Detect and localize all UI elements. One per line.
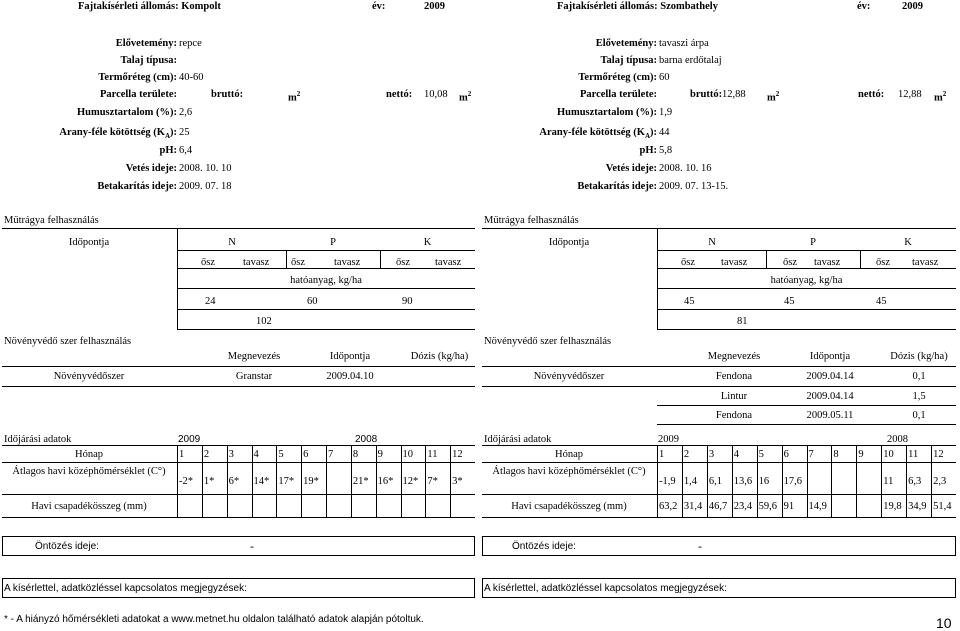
temp-label: Átlagos havi középhőmérséklet (C°) [492,466,646,477]
temp-cell: 19* [303,476,319,487]
grid-line [782,445,783,517]
left-year-label: év: [372,1,386,12]
grid-line [202,445,203,517]
pest-dozis: Dózis (kg/ha) [410,351,469,362]
fert-idopontja: Időpontja [68,237,110,248]
month-cell: 6 [303,449,309,460]
humusz-label: Humusztartalom (%): [556,107,657,118]
arany-value: 25 [179,127,190,138]
temp-cell: 17,6 [783,476,802,487]
betakaritas-label: Betakarítás ideje: [577,181,657,192]
arany-value: 44 [659,127,670,138]
ph-value: 6,4 [179,145,193,156]
temp-cell: -2* [179,476,193,487]
precip-cell: 34,9 [908,501,927,512]
temp-cell: 3* [452,476,463,487]
month-cell: 3 [708,449,715,460]
brutto-label: bruttó: [690,89,723,100]
pest-dozis: Dózis (kg/ha) [890,351,948,362]
temp-cell: 6,3 [908,476,922,487]
month-cell: 8 [352,449,359,460]
month-cell: 8 [833,449,839,460]
temp-cell: 11 [883,476,894,487]
talaj-value: barna erdőtalaj [659,55,722,66]
osz-label: ősz [201,257,215,268]
right-pest-dose: 0,1 [912,371,926,382]
temp-cell: 7* [427,476,438,487]
betakaritas-label: Betakarítás ideje: [97,181,177,192]
month-cell: 5 [278,449,284,460]
brutto-label: bruttó: [211,89,244,100]
elovetemeny-label: Elővetemény: [595,38,657,49]
elovetemeny-value: repce [179,38,202,49]
grid-line [252,445,253,517]
precip-cell: 23,4 [733,501,753,512]
grid-line [757,445,758,517]
right-year: 2009 [902,1,923,12]
pest-title: Növényvédő szer felhasználás [4,336,132,347]
irrigation-label: Öntözés ideje: [512,541,576,552]
vetes-label: Vetés ideje: [605,163,657,174]
talaj-label: Talaj típusa: [600,55,657,66]
precip-cell: 51,4 [933,501,952,512]
month-cell: 12 [452,449,463,460]
fert-n-header: N [228,237,236,248]
vetes-value: 2008. 10. 10 [179,163,232,174]
humusz-label: Humusztartalom (%): [76,107,177,118]
precip-cell: 91 [783,501,795,512]
left-year: 2009 [424,1,445,12]
temp-cell: 17* [278,476,295,487]
grid-line [376,445,377,517]
pest-idopontja: Időpontja [809,351,851,362]
irrigation-value: - [250,539,254,553]
month-cell: 11 [908,449,919,460]
m2-unit: $m^2$ [459,90,472,104]
month-cell: 11 [427,449,438,460]
left-station-label: Fajtakísérleti állomás: Kompolt [78,1,221,12]
termoreteg-value: 60 [659,72,670,83]
right-pest-date: 2009.04.14 [806,371,854,382]
tavasz-label: tavasz [814,257,841,268]
netto-value: 12,88 [898,89,922,100]
grid-line [177,445,178,517]
fert-p-header: P [330,237,336,248]
left-p-osz: 60 [307,296,318,307]
temp-cell: 16* [377,476,394,487]
osz-label: ősz [876,257,890,268]
osz-label: ősz [396,257,410,268]
tavasz-label: tavasz [243,257,270,268]
grid-line [881,445,882,517]
left-n-tavasz: 102 [256,316,272,327]
weather-title: Időjárási adatok [484,434,552,445]
grid-line [707,445,708,517]
right-pest-date: 2009.04.14 [806,391,854,402]
grid-line [326,445,327,517]
month-cell: 3 [228,449,234,460]
grid-line [301,445,302,517]
parcella-label: Parcella területe: [99,89,177,100]
pest-title: Növényvédő szer felhasználás [484,336,612,347]
right-station-label: Fajtakísérleti állomás: Szombathely [557,1,718,12]
temp-cell: 14* [253,476,270,487]
parcella-label: Parcella területe: [579,89,657,100]
precip-cell: 31,4 [683,501,703,512]
right-pest-dose: 0,1 [912,410,926,421]
right-pest-date: 2009.05.11 [806,410,854,421]
pest-megnevezes: Megnevezés [707,351,761,362]
termoreteg-label: Termőréteg (cm): [98,72,177,83]
temp-cell: 21* [352,476,369,487]
ph-label: pH: [159,145,177,156]
precip-cell: 14,9 [808,501,827,512]
weather-year-2008: 2008 [355,434,378,445]
left-pest-date: 2009.04.10 [326,371,374,382]
left-k-osz: 90 [402,296,413,307]
grid-line [906,445,907,517]
right-year-label: év: [857,1,871,12]
fert-title: Műtrágya felhasználás [4,215,99,226]
grid-line [931,445,932,517]
month-cell: 1 [179,449,185,460]
tavasz-label: tavasz [721,257,748,268]
pest-row-label: Növényvédőszer [533,371,605,382]
month-cell: 4 [253,449,259,460]
m2-unit: $m^2$ [288,90,301,104]
honap-label: Hónap [75,449,103,460]
temp-cell: 16 [758,476,770,487]
left-n-osz: 24 [205,296,216,307]
termoreteg-label: Termőréteg (cm): [578,72,657,83]
tavasz-label: tavasz [435,257,462,268]
month-cell: 4 [733,449,739,460]
month-cell: 2 [203,449,210,460]
hatoanyag-label: hatóanyag, kg/ha [770,275,843,286]
osz-label: ősz [783,257,797,268]
weather-year-2008: 2008 [887,434,908,445]
ph-label: pH: [639,145,657,156]
month-cell: 9 [858,449,864,460]
precip-cell: 19,8 [883,501,902,512]
talaj-label: Talaj típusa: [120,55,177,66]
termoreteg-value: 40-60 [179,72,204,83]
osz-label: ősz [681,257,695,268]
netto-label: nettó: [386,89,413,100]
temp-cell: 6,1 [708,476,722,487]
betakaritas-value: 2009. 07. 18 [179,181,232,192]
right-pest-name: Fendona [715,410,753,421]
pest-megnevezes: Megnevezés [227,351,281,362]
fert-k-header: K [423,237,432,248]
grid-line [425,445,426,517]
grid-line [732,445,733,517]
month-cell: 9 [377,449,383,460]
m2-unit: $m^2$ [934,90,947,104]
temp-label: Átlagos havi középhőmérséklet (C°) [12,466,166,477]
honap-label: Hónap [555,449,583,460]
temp-cell: -1,9 [659,476,676,487]
grid-line [227,445,228,517]
left-pest-name: Granstar [235,371,273,382]
fert-k-header: K [904,237,912,248]
grid-line [276,445,277,517]
arany-label: Arany-féle kötöttség $(K_A)$: [539,127,657,141]
hatoanyag-label: hatóanyag, kg/ha [290,275,362,286]
month-cell: 7 [808,449,814,460]
ph-value: 5,8 [659,145,673,156]
month-cell: 10 [402,449,413,460]
right-pest-name: Fendona [715,371,753,382]
temp-cell: 1* [203,476,215,487]
elovetemeny-label: Elővetemény: [115,38,177,49]
fert-title: Műtrágya felhasználás [484,215,579,226]
precip-label: Havi csapadékösszeg (mm) [511,501,627,512]
humusz-value: 1,9 [659,107,673,118]
temp-cell: 12* [402,476,419,487]
betakaritas-value: 2009. 07. 13-15. [659,181,729,192]
osz-label: ősz [291,257,305,268]
brutto-value: 12,88 [722,89,746,100]
grid-line [657,445,658,517]
netto-value: 10,08 [424,89,448,100]
comments-label: A kísérlettel, adatközléssel kapcsolatos megjegyzések: [484,583,727,594]
month-cell: 1 [659,449,665,460]
temp-cell: 13,6 [733,476,753,487]
month-cell: 2 [683,449,690,460]
tavasz-label: tavasz [334,257,361,268]
irrigation-label: Öntözés ideje: [35,541,99,552]
precip-cell: 63,2 [659,501,678,512]
comments-label: A kísérlettel, adatközléssel kapcsolatos megjegyzések: [4,583,247,594]
vetes-label: Vetés ideje: [125,163,177,174]
grid-line [807,445,808,517]
netto-label: nettó: [858,89,885,100]
precip-cell: 59,6 [758,501,778,512]
elovetemeny-value: tavaszi árpa [659,38,709,49]
month-cell: 6 [783,449,789,460]
pest-row-label: Növényvédőszer [53,371,125,382]
grid-line [682,445,683,517]
month-cell: 5 [758,449,764,460]
humusz-value: 2,6 [179,107,193,118]
month-cell: 10 [883,449,894,460]
temp-cell: 2,3 [933,476,947,487]
weather-year-2009: 2009 [178,434,201,445]
month-cell: 12 [933,449,944,460]
page-number: 10 [936,615,952,631]
fert-idopontja: Időpontja [548,237,590,248]
weather-title: Időjárási adatok [4,434,72,445]
pest-idopontja: Időpontja [329,351,371,362]
grid-line [831,445,832,517]
m2-unit: $m^2$ [767,90,780,104]
tavasz-label: tavasz [912,257,939,268]
grid-line [351,445,352,517]
right-k-osz: 45 [876,296,887,307]
precip-label: Havi csapadékösszeg (mm) [31,501,147,512]
right-n-tavasz: 81 [737,316,748,327]
grid-line [856,445,857,517]
right-p-osz: 45 [784,296,795,307]
fert-n-header: N [708,237,716,248]
grid-line [450,445,451,517]
right-pest-dose: 1,5 [912,391,926,402]
arany-label: Arany-féle kötöttség $(K_A)$: [59,127,177,141]
precip-cell: 46,7 [708,501,728,512]
footnote: * - A hiányzó hőmérsékleti adatokat a www.metnet.hu oldalon található adatok alapján pótoltuk. [4,614,424,625]
right-n-osz: 45 [684,296,695,307]
grid-line [401,445,402,517]
right-pest-name: Lintur [720,391,748,402]
irrigation-value: - [698,539,702,553]
temp-cell: 6* [228,476,240,487]
month-cell: 7 [328,449,334,460]
vetes-value: 2008. 10. 16 [659,163,712,174]
fert-p-header: P [810,237,816,248]
weather-year-2009: 2009 [658,434,679,445]
temp-cell: 1,4 [683,476,698,487]
